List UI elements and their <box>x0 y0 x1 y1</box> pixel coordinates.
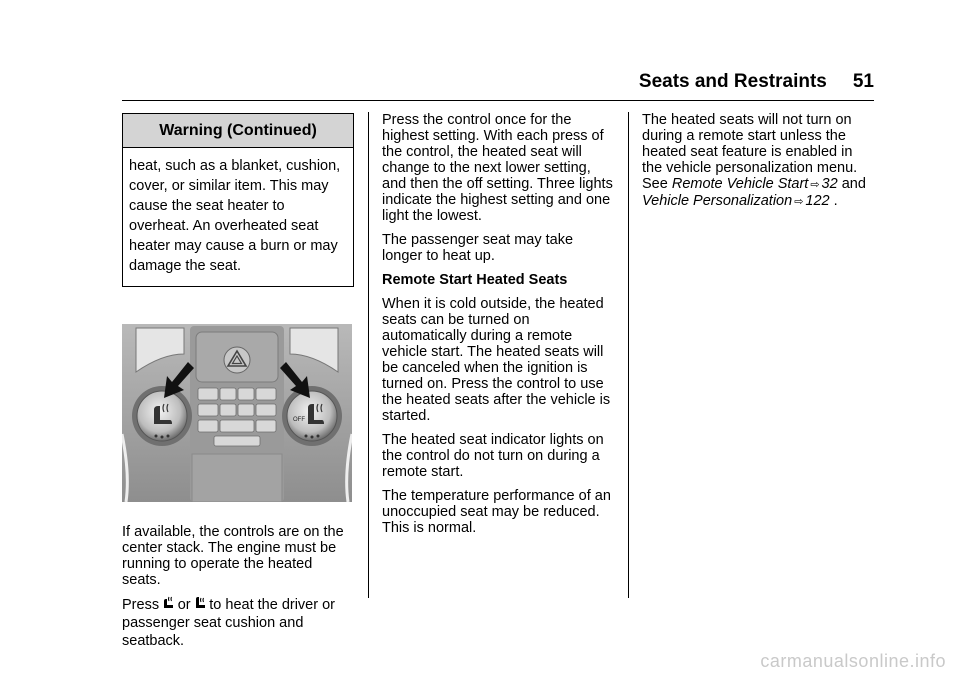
warning-body: heat, such as a blanket, cushion, cover, or similar item. This may cause the seat heater to overheat. An overheated seat heater may cause a burn or may damage the seat. <box>129 158 341 274</box>
column-3 <box>642 112 874 218</box>
paragraph: When it is cold outside, the heated seats can be turned on automatically during a remote vehicle start. The heated seats will be canceled when the ignition is turned on. Press the control to use the heated seats after the vehicle is started. <box>382 296 611 424</box>
text-fragment: and <box>837 176 866 192</box>
cross-reference-page[interactable]: 122 <box>805 193 830 209</box>
cross-reference-page[interactable]: 32 <box>821 176 838 192</box>
heated-seat-controls-illustration <box>122 324 352 502</box>
paragraph <box>642 112 874 210</box>
paragraph: The heated seat indicator lights on the control do not turn on during a remote start. <box>382 432 604 480</box>
text-fragment: to heat the driver or passenger seat cushion and seatback. <box>122 597 336 649</box>
heated-seat-back-icon <box>195 597 210 612</box>
cross-reference-link[interactable]: Vehicle Personalization <box>642 193 793 209</box>
paragraph: The passenger seat may take longer to heat up. <box>382 232 574 264</box>
text-fragment: The heated seats will not turn on during a remote start unless the heated seat feature is enabled in the vehicle personalization menu. <box>642 112 858 176</box>
cross-reference-link[interactable]: Remote Vehicle Start <box>671 176 809 192</box>
column-rule <box>368 112 369 598</box>
paragraph <box>122 596 354 650</box>
svg-text:OFF: OFF <box>293 417 305 423</box>
section-heading: Remote Start Heated Seats <box>382 272 568 288</box>
section-title: Seats and Restraints <box>638 71 827 92</box>
column-rule <box>628 112 629 598</box>
page-number: 51 <box>852 71 874 92</box>
heated-seat-cushion-icon <box>163 597 178 612</box>
paragraph: The temperature performance of an unoccupied seat may be reduced. This is normal. <box>382 488 611 536</box>
page-header <box>639 71 874 93</box>
text-fragment: See <box>642 176 672 192</box>
text-fragment: or <box>177 597 195 613</box>
header-rule <box>122 100 874 101</box>
warning-title: Warning (Continued) <box>123 114 353 148</box>
warning-box <box>122 113 354 287</box>
reference-arrow-icon: ⇨ <box>794 196 804 208</box>
column-1 <box>122 112 354 658</box>
paragraph: If available, the controls are on the center stack. The engine must be running to operate the heated seats. <box>122 524 344 588</box>
reference-arrow-icon: ⇨ <box>810 179 820 191</box>
text-fragment: . <box>829 193 838 209</box>
text-fragment: Press <box>122 597 164 613</box>
column-2 <box>382 112 614 544</box>
watermark: carmanualsonline.info <box>760 651 946 671</box>
paragraph: Press the control once for the highest setting. With each press of the control, the heated seat will change to the next lower setting, and then the off setting. Three lights indicate the highest setting and one light the lowest. <box>382 112 613 224</box>
